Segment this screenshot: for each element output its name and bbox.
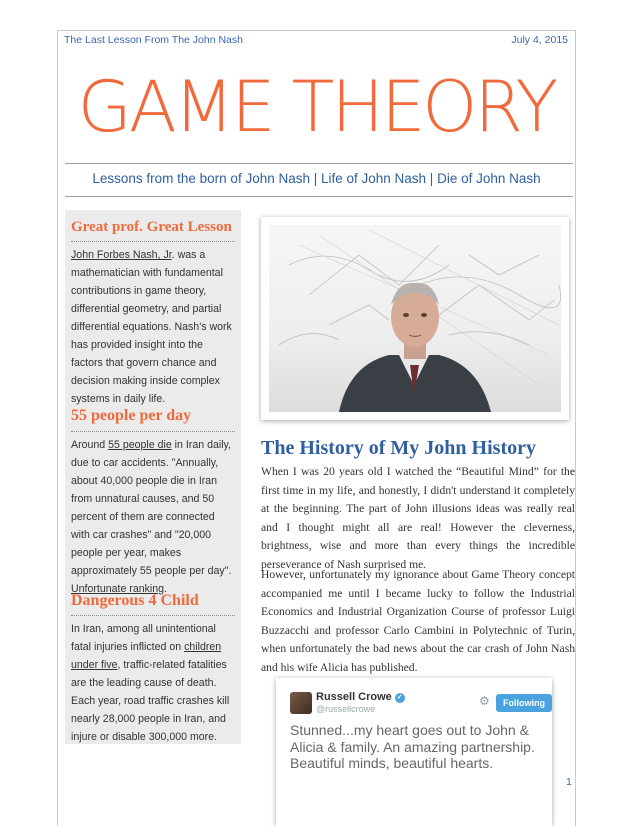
john-nash-photo bbox=[269, 225, 561, 412]
sidebar-paragraph-1 bbox=[71, 246, 235, 408]
masthead-subtitle: Lessons from the born of John Nash | Life of John Nash | Die of John Nash bbox=[92, 171, 541, 186]
sidebar-text-2b: in Iran daily, due to car accidents. "Annually, about 40,000 people die in Iran from unnatural causes, and 50 percent of them are connected with car crashes" and "20,000 people per year, makes approximately 55 people per day". bbox=[71, 439, 232, 577]
gear-icon[interactable]: ⚙ bbox=[479, 694, 490, 708]
article-paragraph-1: When I was 20 years old I watched the “Beautiful Mind” for the first time in my life, and honestly, I didn't understand it completely at the beginning. The part of John illusions ideas was really real and I thought might all are real! However the cleverness, brightness, wise and more than every things the incredible perseverance of Nash surprised me. bbox=[261, 465, 575, 571]
sidebar-text-3a: In Iran, among all unintentional fatal injuries inflicted on bbox=[71, 623, 216, 653]
sidebar-paragraph-3 bbox=[71, 620, 235, 746]
sidebar-divider-1 bbox=[71, 241, 235, 242]
tweet-author bbox=[316, 691, 405, 703]
unfortunate-ranking-link[interactable]: Unfortunate ranking bbox=[71, 583, 165, 595]
page-number: 1 bbox=[566, 776, 572, 788]
sidebar-paragraph-2 bbox=[71, 436, 235, 598]
tweet-card bbox=[284, 686, 544, 826]
sidebar-text-2c: . bbox=[164, 583, 168, 595]
photo-frame bbox=[261, 217, 569, 420]
article-paragraph-2: However, unfortunately my ignorance about Game Theory concept accompanied me until I became lucky to follow the Industrial Economics and Industrial Organization Course of professor Luigi Buzzacchi and professor Carlo Cambini in Polytechnic of Turin, when unfortunately the bad news about the car crash of John Nash and his wife Alicia has published. bbox=[261, 568, 575, 674]
nash-link[interactable]: John Forbes Nash, Jr bbox=[71, 249, 172, 261]
sidebar-divider-2 bbox=[71, 431, 235, 432]
bottom-rule bbox=[65, 196, 573, 197]
tweet-frame bbox=[276, 678, 552, 826]
sidebar-heading-1: Great prof. Great Lesson bbox=[71, 219, 232, 235]
sidebar-text-3b: , traffic-related fatalities are the leading cause of death. Each year, road traffic crashes kill nearly 28,000 people in Iran, and injure or disable 300,000 more. bbox=[71, 659, 230, 743]
tweet-handle: @russellcrowe bbox=[316, 704, 376, 714]
sidebar-heading-3: Dangerous 4 Child bbox=[71, 592, 199, 609]
avatar bbox=[290, 692, 312, 714]
masthead-title: GAME THEORY bbox=[77, 66, 556, 148]
header-left-text: The Last Lesson From The John Nash bbox=[64, 34, 243, 46]
sidebar-text-1: . was a mathematician with fundamental contributions in game theory, differential geometry, and partial differential equations. Nash's work has provided insight into the factors that govern chance and decision making inside complex systems in daily life. bbox=[71, 249, 232, 405]
verified-icon: ✓ bbox=[395, 693, 405, 703]
following-button[interactable]: Following bbox=[496, 694, 552, 712]
sidebar-heading-2: 55 people per day bbox=[71, 407, 192, 424]
children-under-five-link[interactable]: children under five bbox=[71, 641, 222, 671]
people-die-link[interactable]: 55 people die bbox=[108, 439, 172, 451]
header-date: July 4, 2015 bbox=[511, 34, 568, 46]
sidebar-divider-3 bbox=[71, 615, 235, 616]
sidebar-text-2a: Around bbox=[71, 439, 109, 451]
tweet-author-name: Russell Crowe bbox=[316, 691, 392, 703]
photo-illustration bbox=[269, 225, 561, 412]
article-title: The History of My John History bbox=[261, 437, 536, 459]
top-rule bbox=[65, 163, 573, 164]
tweet-text: Stunned...my heart goes out to John & Alicia & family. An amazing partnership. Beautiful minds, beautiful hearts. bbox=[290, 722, 535, 771]
sidebar bbox=[65, 210, 241, 744]
